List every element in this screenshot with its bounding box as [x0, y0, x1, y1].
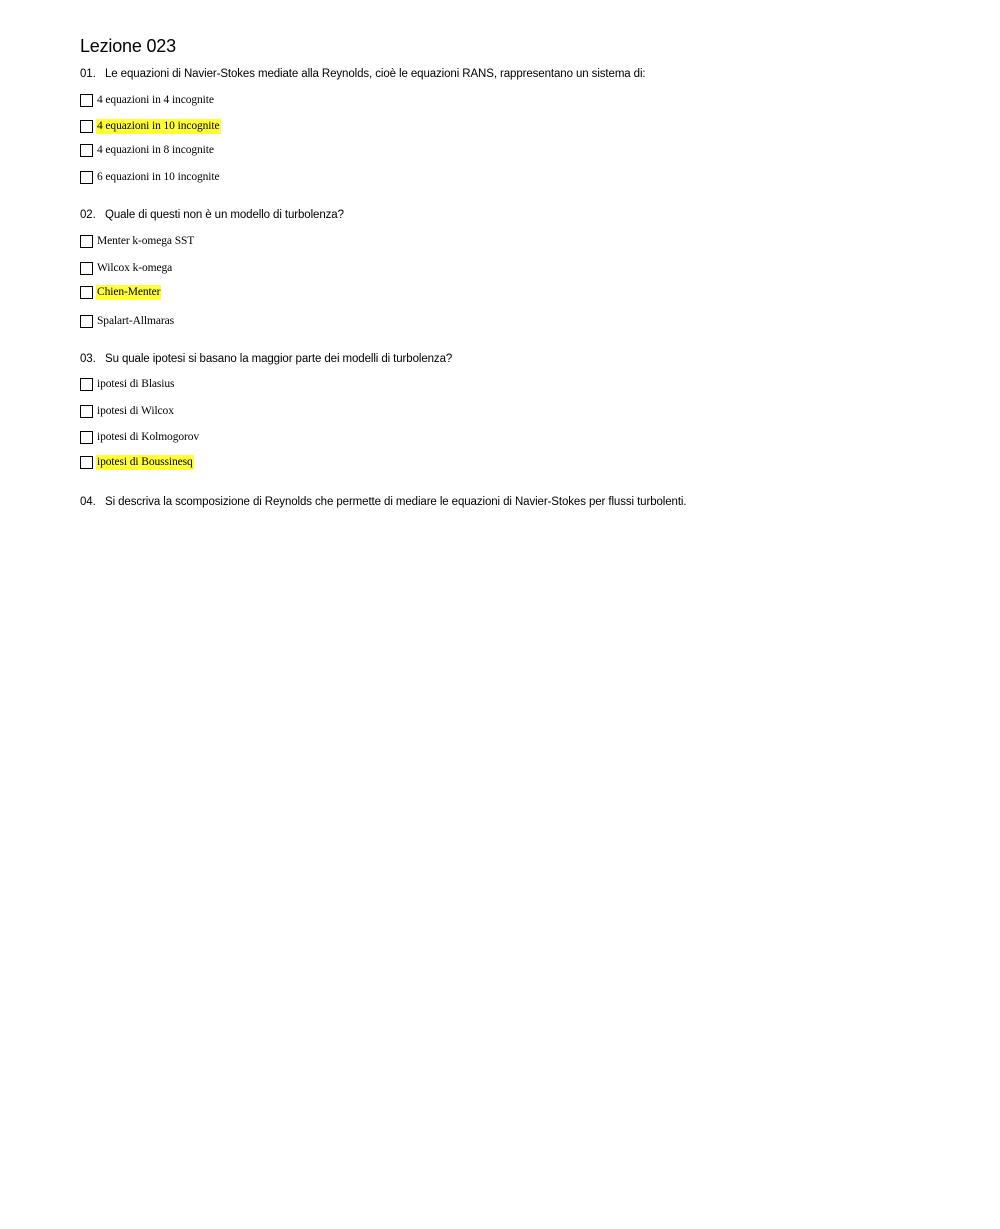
option-label: ipotesi di Kolmogorov	[97, 430, 200, 443]
question-number: 01.	[80, 68, 96, 80]
option-checkbox-row[interactable]	[80, 313, 175, 329]
question-prompt: Si descriva la scomposizione di Reynolds che permette di mediare le equazioni di Navier-Stokes per flussi turbolenti.	[105, 496, 687, 508]
option-checkbox-row[interactable]	[80, 142, 215, 158]
option-label: Spalart-Allmaras	[97, 314, 174, 327]
question-number: 02.	[80, 209, 96, 221]
checkbox-icon[interactable]	[80, 262, 93, 275]
option-label-highlighted: ipotesi di Boussinesq	[97, 455, 193, 468]
option-checkbox-row[interactable]	[80, 233, 195, 249]
checkbox-icon[interactable]	[80, 286, 93, 299]
checkbox-icon[interactable]	[80, 431, 93, 444]
option-checkbox-row[interactable]	[80, 169, 221, 185]
question-03	[80, 352, 960, 468]
option-checkbox-row[interactable]	[80, 454, 194, 470]
option-checkbox-row[interactable]	[80, 403, 175, 419]
question-text	[80, 67, 960, 81]
checkbox-icon[interactable]	[80, 456, 93, 469]
option-label: ipotesi di Blasius	[97, 377, 175, 390]
checkbox-icon[interactable]	[80, 144, 93, 157]
option-label: Menter k-omega SST	[97, 234, 195, 247]
question-text	[80, 352, 960, 366]
question-text	[80, 208, 960, 222]
question-02	[80, 208, 960, 327]
option-checkbox-row[interactable]	[80, 118, 221, 134]
option-label: 6 equazioni in 10 incognite	[97, 170, 220, 183]
option-checkbox-row[interactable]	[80, 260, 173, 276]
option-label: ipotesi di Wilcox	[97, 404, 174, 417]
option-checkbox-row[interactable]	[80, 376, 175, 392]
option-label: 4 equazioni in 4 incognite	[97, 93, 214, 106]
question-prompt: Le equazioni di Navier-Stokes mediate alla Reynolds, cioè le equazioni RANS, rappresentano un sistema di:	[105, 68, 646, 80]
question-number: 04.	[80, 496, 96, 508]
checkbox-icon[interactable]	[80, 171, 93, 184]
checkbox-icon[interactable]	[80, 94, 93, 107]
question-prompt: Su quale ipotesi si basano la maggior parte dei modelli di turbolenza?	[105, 353, 453, 365]
option-label-highlighted: 4 equazioni in 10 incognite	[97, 119, 220, 132]
checkbox-icon[interactable]	[80, 378, 93, 391]
option-checkbox-row[interactable]	[80, 429, 200, 445]
page-title: Lezione 023	[80, 36, 176, 56]
checkbox-icon[interactable]	[80, 315, 93, 328]
checkbox-icon[interactable]	[80, 405, 93, 418]
option-label: 4 equazioni in 8 incognite	[97, 143, 214, 156]
checkbox-icon[interactable]	[80, 235, 93, 248]
question-prompt: Quale di questi non è un modello di turbolenza?	[105, 209, 344, 221]
option-label: Wilcox k-omega	[97, 261, 173, 274]
question-01	[80, 67, 960, 183]
checkbox-icon[interactable]	[80, 120, 93, 133]
option-checkbox-row[interactable]	[80, 284, 161, 300]
question-04	[80, 495, 960, 509]
question-number: 03.	[80, 353, 96, 365]
document-page	[80, 34, 960, 508]
option-checkbox-row[interactable]	[80, 92, 215, 108]
question-text	[80, 495, 960, 509]
option-label-highlighted: Chien-Menter	[97, 285, 161, 298]
